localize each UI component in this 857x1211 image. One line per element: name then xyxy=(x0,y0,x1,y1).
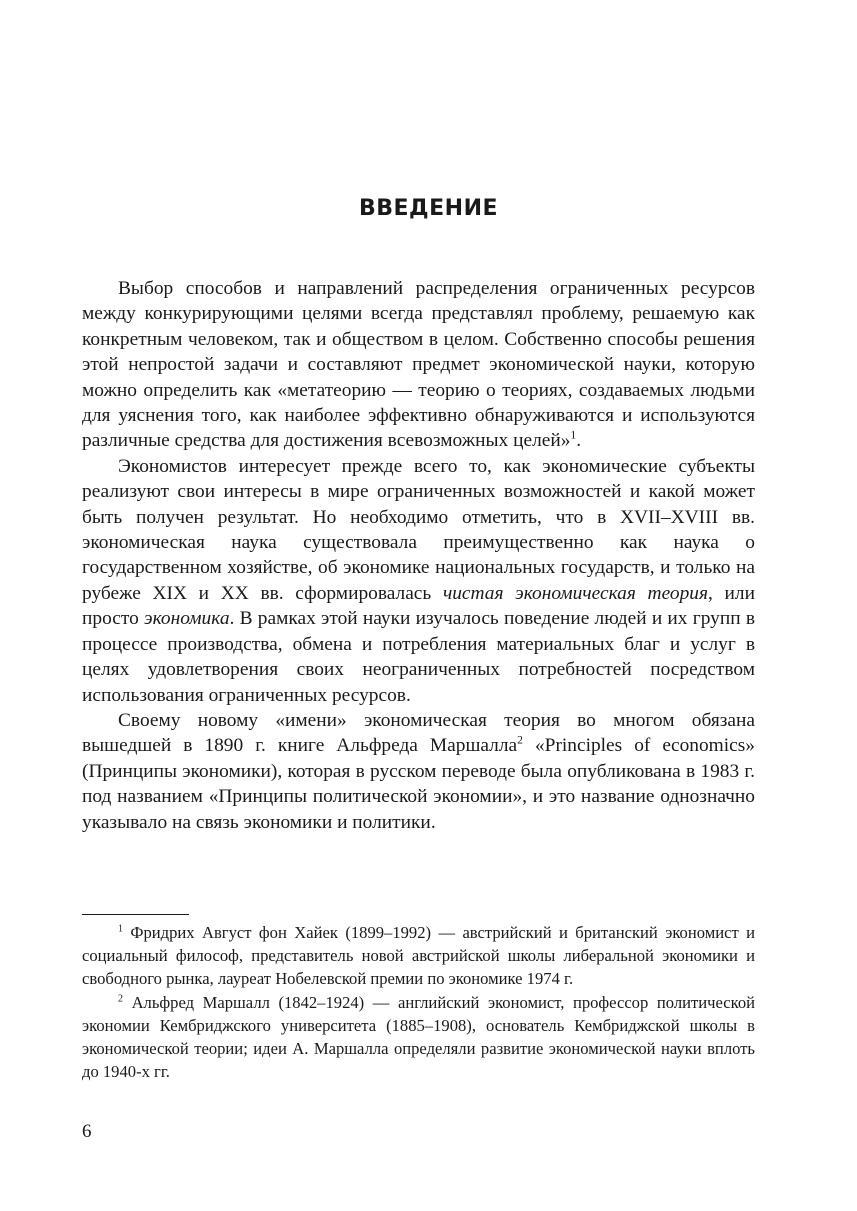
paragraph-3-part-1: Своему новому «имени» экономическая теория во многом обязана вышедшей в 1890 г. книге Альфреда Маршалла xyxy=(82,709,755,757)
footnote-divider xyxy=(82,914,189,915)
paragraph-2-part-2: , или просто xyxy=(82,582,755,630)
paragraph-1-end: . xyxy=(576,430,582,452)
page-number: 6 xyxy=(82,1121,92,1142)
footnote-2 xyxy=(82,991,755,1084)
footnote-1 xyxy=(82,921,755,991)
footnote-1-text: Фридрих Август фон Хайек (1899–1992) — австрийский и британский экономист и социальный философ, представитель новой австрийской школы либеральной экономики и свободного рынка, лауреат Нобелевской премии по экономике 1974 г. xyxy=(82,923,755,989)
footnote-ref-2[interactable]: 2 xyxy=(517,733,523,747)
paragraph-2 xyxy=(82,454,755,708)
footnote-2-mark: 2 xyxy=(118,993,123,1005)
paragraph-3 xyxy=(82,708,755,835)
paragraph-2-part-3: . В рамках этой науки изучалось поведение людей и их групп в процессе производства, обмена и потребления материальных благ и услуг в целях удовлетворения своих неограниченных потребностей посредством использования ограниченных ресурсов. xyxy=(82,608,755,706)
emphasis-pure-economic-theory: чистая экономическая теория xyxy=(442,582,709,604)
paragraph-2-part-1: Экономистов интересует прежде всего то, как экономические субъекты реализуют свои интересы в мире ограниченных возможностей и какой может быть получен результат. Но необходимо отметить, что в XVII–XVIII вв. экономическая наука существовала преимущественно как наука о государственном хозяйстве, об экономике национальных государств, и только на рубеже XIX и XX вв. сформировалась xyxy=(82,455,755,604)
footnotes xyxy=(82,921,755,1083)
footnote-2-text: Альфред Маршалл (1842–1924) — английский экономист, профессор политической экономии Кембриджского университета (1885–1908), основатель Кембриджской школы в экономической теории; идеи А. Маршалла определяли развитие экономической науки вплоть до 1940-х гг. xyxy=(82,992,755,1082)
chapter-title: ВВЕДЕНИЕ xyxy=(358,196,499,221)
body-text xyxy=(82,276,755,835)
paragraph-1-text: Выбор способов и направлений распределения ограниченных ресурсов между конкурирующими целями всегда представлял проблему, решаемую как конкретным человеком, так и обществом в целом. Собственно способы решения этой непростой задачи и составляют предмет экономической науки, которую можно определить как «метатеорию — теорию о теориях, создаваемых людьми для уяснения того, как наиболее эффективно обнаруживаются и используются различные средства для достижения всевозможных целей» xyxy=(82,278,755,452)
emphasis-economics: экономика xyxy=(144,608,230,630)
paragraph-1 xyxy=(82,276,755,454)
paragraph-3-part-2: «Principles of economics» (Принципы экономики), которая в русском переводе была опубликована в 1983 г. под названием «Принципы политической экономии», и это название однозначно указывало на связь экономики и политики. xyxy=(82,735,755,833)
footnote-ref-1[interactable]: 1 xyxy=(570,428,577,442)
footnote-1-mark: 1 xyxy=(118,923,123,935)
